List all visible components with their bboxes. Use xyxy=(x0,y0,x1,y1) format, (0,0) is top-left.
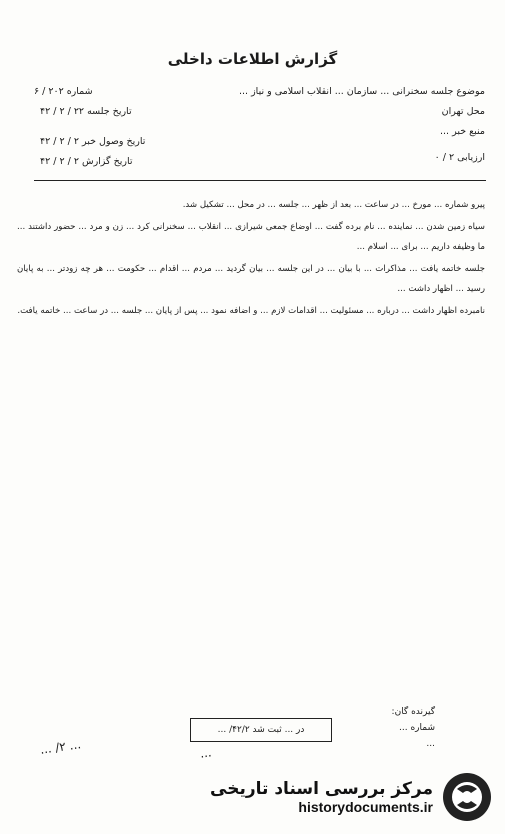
source-label: منبع خبر xyxy=(452,126,485,137)
registration-stamp xyxy=(190,718,332,742)
place-row xyxy=(442,106,485,117)
receiver-line-1: شماره ... xyxy=(399,723,435,733)
report-body xyxy=(17,196,485,324)
receive-date-row xyxy=(40,136,145,147)
source-value: ... xyxy=(440,126,450,137)
receivers-label: گیرنده گان: xyxy=(391,707,435,717)
subject-text: جلسه سخنرانی ... سازمان ... انقلاب اسلامی و نیاز ... xyxy=(239,86,454,97)
place-value: تهران xyxy=(441,106,464,117)
header-divider xyxy=(34,180,486,181)
meeting-date-value: ۲۲ / ۲ / ۴۲ xyxy=(40,106,85,117)
watermark-url-text: historydocuments.ir xyxy=(298,799,433,815)
body-paragraph-4: نامبرده اظهار داشت ... درباره ... مسئولیت ... اقدامات لازم ... و اضافه نمود ... پس از پایان ... جلسه ... در ساعت ... خاتمه یافت. xyxy=(17,306,485,317)
body-paragraph-3: جلسه خاتمه یافت ... مذاکرات ... با بیان ... در این جلسه ... بیان گردید ... مردم ... اقدام ... حکومت ... هر چه زودتر ... به پایان رسید ... اظهار داشت ... xyxy=(17,264,485,294)
report-no-label: شماره xyxy=(66,86,93,97)
document-title: گزارش اطلاعات داخلی xyxy=(167,50,338,68)
receive-date-value: ۲ / ۲ / ۴۲ xyxy=(40,136,79,147)
archive-watermark xyxy=(193,768,493,826)
report-date-value: ۲ / ۲ / ۴۲ xyxy=(40,156,79,167)
meeting-date-label: تاریخ جلسه xyxy=(87,106,132,117)
body-paragraph-2: سیاه زمین شدن ... نماینده ... نام برده گفت ... اوضاع جمعی شیرازی ... انقلاب ... سخنرانی کرد ... زن و مرد ... حضور داشتند ... ما وظیفه داریم ... برای ... اسلام ... xyxy=(17,222,485,252)
meeting-date-row xyxy=(40,106,132,117)
source-row xyxy=(440,126,485,137)
appraisal-row xyxy=(435,152,485,163)
subject-row xyxy=(239,86,485,97)
body-paragraph-1: پیرو شماره ... مورخ ... در ساعت ... بعد از ظهر ... جلسه ... در محل ... تشکیل شد. xyxy=(182,200,485,210)
stamp-text: در ... ثبت شد ۴۲/۲/ ... xyxy=(217,725,305,735)
report-no-row xyxy=(34,86,93,97)
receiver-line-2: ... xyxy=(426,739,435,749)
receivers-block xyxy=(392,704,435,752)
receive-date-label: تاریخ وصول خبر xyxy=(81,136,146,147)
appraisal-value: ۲ / ۰ xyxy=(434,152,455,163)
appraisal-label: ارزیابی xyxy=(457,152,485,163)
handwritten-signature: ... xyxy=(199,745,213,761)
subject-label: موضوع xyxy=(456,86,485,97)
watermark-persian-text: مرکز بررسی اسناد تاریخی xyxy=(210,779,433,799)
handwritten-note-left: ... ۲/ ... xyxy=(39,737,82,757)
archive-logo-icon xyxy=(441,771,493,823)
report-date-row xyxy=(40,156,132,167)
place-label: محل xyxy=(466,106,485,117)
report-date-label: تاریخ گزارش xyxy=(81,156,133,167)
report-no-value: ۲۰۲ / ۶ xyxy=(34,86,64,97)
